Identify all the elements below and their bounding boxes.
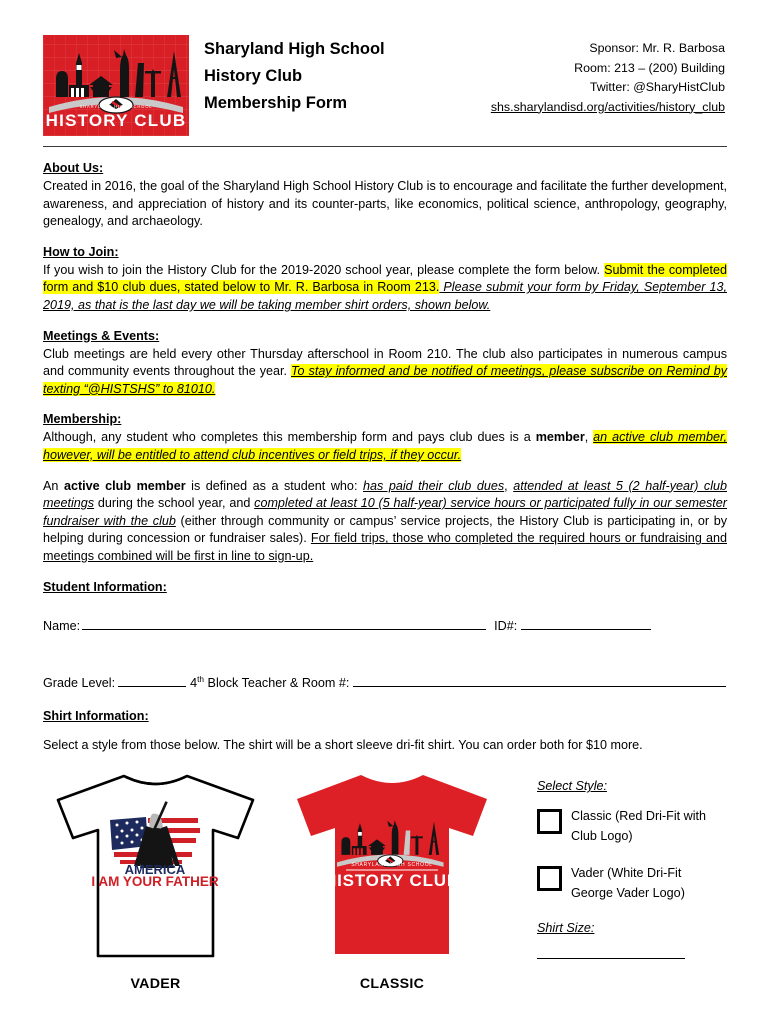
- meetings-plain: Club meetings are held every other Thursday afterschool in Room 210. The club also participates in numerous campus and community events throughout the year.: [43, 346, 727, 379]
- checkbox-classic-label-line2: Club Logo): [571, 828, 633, 843]
- active-plain-5: (either through community or campus’ service projects, the History Club is participating in, or by helping during concession or fundraiser sales).: [43, 513, 727, 546]
- section-meetings-events: [43, 328, 727, 399]
- how-to-join-highlight: Submit the completed form and $10 club dues, stated below to Mr. R. Barbosa in Room 213.: [43, 262, 727, 295]
- classic-shirt-caption: CLASSIC: [359, 976, 425, 993]
- active-plain-2: is defined as a student who:: [185, 478, 363, 493]
- block-teacher-input[interactable]: [353, 673, 726, 687]
- checkbox-classic[interactable]: [537, 809, 562, 834]
- contact-twitter: Twitter: @SharyHistClub: [589, 80, 725, 94]
- header-divider: [43, 146, 727, 147]
- name-label: Name:: [43, 618, 81, 633]
- membership-body-1: [43, 429, 727, 464]
- shirt-selection-area: [43, 768, 727, 1006]
- title-line-club: History Club: [204, 67, 303, 85]
- membership-body-2: [43, 478, 727, 566]
- name-id-field-row: [43, 616, 727, 636]
- id-input[interactable]: [521, 616, 651, 630]
- meetings-body: [43, 346, 727, 399]
- block-number: 4: [190, 676, 198, 691]
- id-label: ID#:: [494, 618, 518, 633]
- active-criteria-dues: has paid their club dues: [362, 478, 505, 493]
- select-style-heading: Select Style:: [537, 779, 607, 794]
- logo-subtext: SHARYLAND HIGH SCHOOL: [79, 104, 153, 109]
- contact-room: Room: 213 – (200) Building: [574, 60, 725, 75]
- vader-shirt-illustration: [48, 770, 263, 966]
- about-us-heading: About Us:: [43, 161, 104, 175]
- page-title: [204, 35, 385, 117]
- section-shirt-information: [43, 708, 727, 755]
- shirt-size-heading: Shirt Size:: [537, 921, 595, 936]
- active-criteria-service: completed at least 10 (5 half-year) service hours or participated fully in our semester fundraiser with the club: [43, 496, 728, 528]
- active-plain-4: during the school year, and: [94, 496, 255, 511]
- active-criteria-meetings: attended at least 5 (2 half-year) club meetings: [43, 478, 728, 511]
- contact-info: [491, 35, 727, 117]
- document-header: [43, 0, 727, 137]
- contact-sponsor: Sponsor: Mr. R. Barbosa: [589, 41, 725, 55]
- title-line-form: Membership Form: [204, 94, 348, 112]
- name-input[interactable]: [82, 616, 486, 630]
- how-to-join-heading: How to Join:: [43, 244, 119, 259]
- active-plain-1: An: [43, 478, 64, 493]
- vader-graphic-text-america: AMERICA: [124, 862, 186, 878]
- section-membership: [43, 411, 727, 565]
- checkbox-classic-label-line1: Classic (Red Dri-Fit with: [571, 809, 707, 824]
- membership-plain-1: Although, any student who completes this membership form and pays club dues is a: [43, 430, 536, 445]
- shirt-option-classic[interactable]: [291, 770, 493, 992]
- vader-graphic-text-father: I AM YOUR FATHER: [91, 874, 219, 890]
- vader-shirt-caption: VADER: [130, 976, 181, 993]
- grade-teacher-field-row: [43, 671, 727, 693]
- shirt-info-heading: Shirt Information:: [43, 708, 149, 723]
- shirt-option-vader[interactable]: [48, 770, 263, 992]
- checkbox-classic-label: [571, 807, 706, 846]
- membership-heading: Membership:: [43, 412, 122, 427]
- style-option-classic[interactable]: [537, 807, 753, 846]
- section-student-information: [43, 579, 727, 693]
- checkbox-vader-label-line1: Vader (White Dri-Fit: [571, 866, 682, 881]
- history-club-logo: [43, 35, 189, 136]
- section-how-to-join: [43, 244, 727, 315]
- block-teacher-label: [190, 671, 349, 693]
- title-line-school: Sharyland High School: [204, 40, 385, 58]
- meetings-heading: Meetings & Events:: [43, 328, 160, 343]
- checkbox-vader[interactable]: [537, 866, 562, 891]
- logo-wordmark: HISTORY CLUB: [45, 111, 187, 130]
- meetings-remind-highlight: To stay informed and be notified of meetings, please subscribe on Remind by texting “@HISTSHS” to 81010.: [43, 364, 727, 396]
- how-to-join-deadline: Please submit your form by Friday, September 13, 2019, as that is the last day we will be taking member shirt orders, shown below.: [43, 280, 727, 312]
- how-to-join-body: [43, 262, 727, 315]
- active-field-trips-note: For field trips, those who completed the required hours or fundraising and meetings combined will be first in line to sign-up.: [43, 531, 727, 563]
- about-us-body: Created in 2016, the goal of the Sharyland High School History Club is to encourage and facilitate the further development, awareness, and appreciation of history and its counter-parts, like economics, political science, anthropology, geography, genealogy, and archaeology.: [43, 179, 727, 229]
- membership-active-highlight: an active club member, however, will be entitled to attend club incentives or field trips, if they occur.: [43, 430, 727, 462]
- select-style-panel: [537, 779, 753, 959]
- contact-website-link[interactable]: shs.sharylandisd.org/activities/history_club: [490, 99, 725, 114]
- grade-level-label: Grade Level:: [43, 676, 116, 691]
- classic-graphic-text-history-club: HISTORY CLUB: [324, 871, 460, 891]
- section-about-us: [43, 160, 727, 231]
- active-plain-3: ,: [504, 478, 514, 493]
- classic-graphic-subtext: SHARYLAND HIGH SCHOOL: [351, 862, 433, 869]
- block-teacher-text: Block Teacher & Room #:: [204, 676, 350, 691]
- checkbox-vader-label: [571, 864, 685, 903]
- classic-shirt-illustration: [291, 770, 493, 966]
- shirt-size-input[interactable]: [537, 957, 685, 959]
- membership-plain-2: ,: [584, 430, 594, 445]
- grade-level-input[interactable]: [118, 673, 186, 687]
- block-ordinal-suffix: th: [197, 674, 205, 685]
- shirt-info-body: Select a style from those below. The shirt will be a short sleeve dri-fit shirt. You can order both for $10 more.: [43, 737, 643, 752]
- checkbox-vader-label-line2: George Vader Logo): [571, 885, 685, 900]
- active-bold-term: active club member: [63, 478, 186, 493]
- student-info-heading: Student Information:: [43, 579, 167, 594]
- style-option-vader[interactable]: [537, 864, 753, 903]
- membership-bold-member: member: [535, 430, 585, 445]
- how-to-join-plain: If you wish to join the History Club for the 2019-2020 school year, please complete the form below.: [43, 262, 605, 277]
